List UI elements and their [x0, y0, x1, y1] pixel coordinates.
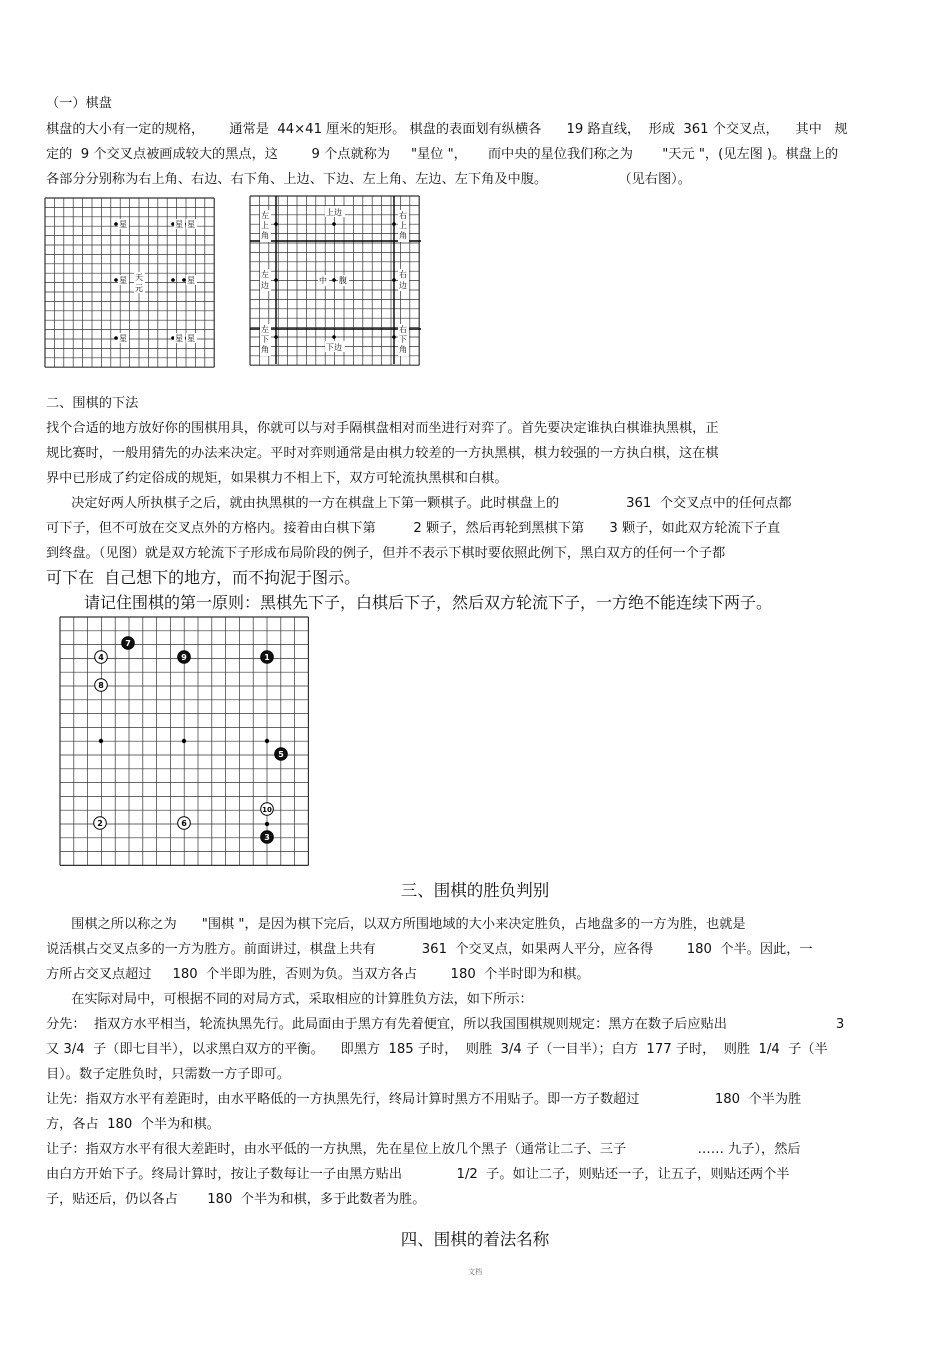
region-label-left-edge: 边 [261, 281, 269, 290]
region-label-bottom-right: 下 [399, 335, 407, 344]
section2-line-7: 可下在 自己想下的地方，而不拘泥于图示。 [46, 568, 361, 587]
tengen-label: 元 [135, 284, 143, 293]
region-label-left-edge: 左 [261, 270, 269, 279]
svg-text:6: 6 [181, 819, 187, 828]
section3-line-3: 方所占交叉点超过 180 个半即为胜，否则为负。当双方各占 180 个半时即为和棋。 [46, 967, 590, 982]
section3-line-7: 目）。数子定胜负时，只需数一方子即可。 [46, 1067, 290, 1082]
star-label: 星 [187, 334, 195, 343]
section3-line-2: 说活棋占交叉点多的一方为胜方。前面讲过，棋盘上共有 361 个交叉点，如果两人平分，应各得 180 个半。因此，一 [46, 942, 813, 957]
section1-line-3: 各部分分别称为右上角、右边、右下角、上边、下边、左上角、左边、左下角及中腹。 （见右图）。 [46, 172, 691, 187]
region-label-top-right: 上 [399, 221, 407, 230]
region-label-top-right: 角 [399, 231, 407, 240]
region-label-top-right: 右 [399, 211, 407, 220]
stone-move-8 [95, 679, 108, 692]
stone-move-1 [261, 651, 274, 664]
board-regions [248, 194, 423, 366]
section3-line-11: 由白方开始下子。终局计算时，按让子数每让一子由黑方贴出 1/2 子。如让二子，则贴还一子，让五子，则贴还两个半 [46, 1167, 790, 1182]
star-label: 星 [119, 220, 127, 229]
section3-line-6: 又 3/4 子（即七目半），以求黑白双方的平衡。 即黑方 185 子时， 则胜 3/4 子（一目半）；白方 177 子时， 则胜 1/4 子（半 [46, 1042, 828, 1057]
section2-line-1: 找个合适的地方放好你的围棋用具，你就可以与对手隔棋盘相对而坐进行对弈了。首先要决定谁执白棋谁执黑棋，正 [46, 421, 719, 436]
section3-line-4: 在实际对局中，可根据不同的对局方式，采取相应的计算胜负方法，如下所示： [46, 992, 533, 1007]
section3-line-1: 围棋之所以称之为 "围棋 "，是因为棋下完后，以双方所围地域的大小来决定胜负，占地盘多的一方为胜，也就是 [46, 917, 746, 932]
svg-text:10: 10 [262, 806, 272, 814]
section2-line-6: 到终盘。（见图）就是双方轮流下子形成布局阶段的例子，但并不表示下棋时要依照此例下，黑白双方的任何一个子都 [46, 546, 726, 561]
stone-move-10 [261, 803, 274, 816]
first-principle: 请记住围棋的第一原则：黑棋先下子，白棋后下子，然后双方轮流下子，一方绝不能连续下两子。 [84, 593, 773, 612]
region-label-top-left: 左 [261, 211, 269, 220]
section3-heading: 三、围棋的胜负判别 [400, 881, 550, 900]
star-label: 星 [119, 276, 127, 285]
region-label-top-left: 上 [261, 221, 269, 230]
section3-line-10: 让子：指双方水平有很大差距时，由水平低的一方执黑，先在星位上放几个黑子（通常让二子、三子 …… 九子），然后 [46, 1142, 801, 1157]
region-label-bottom-left: 左 [261, 325, 269, 334]
section3-line-8: 让先：指双方水平有差距时，由水平略低的一方执黑先行，终局计算时黑方不用贴子。即一方子数超过 180 个半为胜 [46, 1092, 802, 1107]
section2-line-3: 界中已形成了约定俗成的规矩，如果棋力不相上下，双方可轮流执黑棋和白棋。 [46, 471, 508, 486]
stone-move-3 [261, 831, 274, 844]
star-point-board [43, 196, 216, 368]
stone-move-4 [95, 651, 108, 664]
stone-move-5 [275, 748, 288, 761]
stone-move-9 [178, 651, 191, 664]
region-label-center: 腹 [339, 276, 347, 285]
region-label-bottom-right: 右 [399, 325, 407, 334]
section2-line-2: 规比赛时，一般用猜先的办法来决定。平时对弈则通常是由棋力较差的一方执黑棋，棋力较强的一方执白棋，这在棋 [46, 446, 719, 461]
section1-heading: （一）棋盘 [46, 96, 112, 111]
region-label-right-edge: 右 [399, 270, 407, 279]
tengen-label: 天 [135, 273, 143, 282]
region-label-center: 中 [319, 276, 327, 285]
star-label: 星 [119, 334, 127, 343]
region-label-right-edge: 边 [399, 281, 407, 290]
region-label-bottom-left: 下 [261, 335, 269, 344]
stone-move-7 [122, 637, 135, 650]
stone-move-2 [94, 817, 107, 830]
region-label-top-edge: 上边 [326, 208, 342, 217]
section2-heading: 二、围棋的下法 [46, 396, 139, 411]
section3-line-9: 方，各占 180 个半为和棋。 [46, 1117, 220, 1132]
opening-moves-board [58, 615, 311, 867]
svg-text:7: 7 [125, 639, 131, 648]
svg-text:1: 1 [264, 653, 270, 662]
section3-line-12: 子，贴还后，仍以各占 180 个半为和棋，多于此数者为胜。 [46, 1192, 426, 1207]
region-marks [250, 196, 421, 364]
region-label-top-left: 角 [261, 231, 269, 240]
section1-line-1: 棋盘的大小有一定的规格， 通常是 44×41 厘米的矩形。 棋盘的表面划有纵横各 19 路直线， 形成 361 个交叉点， 其中 规 [46, 122, 848, 137]
star-label: 星 [187, 276, 195, 285]
svg-text:4: 4 [98, 653, 104, 662]
star-label: 星 [187, 220, 195, 229]
svg-text:9: 9 [181, 653, 187, 662]
region-label-bottom-left: 角 [261, 345, 269, 354]
region-label-bottom-edge: 下边 [326, 343, 342, 352]
section4-heading: 四、围棋的着法名称 [400, 1230, 550, 1249]
stone-move-6 [178, 817, 191, 830]
section3-line-5: 分先： 指双方水平相当，轮流执黑先行。此局面由于黑方有先着便宜，所以我国围棋规则规定：黑方在数子后应贴出 3 [46, 1017, 845, 1032]
svg-text:2: 2 [97, 819, 103, 828]
section2-line-5: 可下子，但不可放在交叉点外的方格内。接着由白棋下第 2 颗子，然后再轮到黑棋下第 3 颗子，如此双方轮流下子直 [46, 521, 781, 536]
svg-text:8: 8 [98, 681, 104, 690]
region-label-bottom-right: 角 [399, 345, 407, 354]
star-label: 星 [175, 220, 183, 229]
svg-text:5: 5 [278, 750, 284, 759]
section2-line-4: 决定好两人所执棋子之后，就由执黑棋的一方在棋盘上下第一颗棋子。此时棋盘上的 361 个交叉点中的任何点都 [46, 496, 792, 511]
section1-line-2: 定的 9 个交叉点被画成较大的黑点，这 9 个点就称为 "星位 "， 而中央的星位我们称之为 "天元 "，(见左图 )。棋盘上的 [46, 147, 839, 162]
star-label: 星 [175, 334, 183, 343]
svg-text:3: 3 [264, 833, 270, 842]
page-footer: 文档 [468, 1268, 482, 1276]
